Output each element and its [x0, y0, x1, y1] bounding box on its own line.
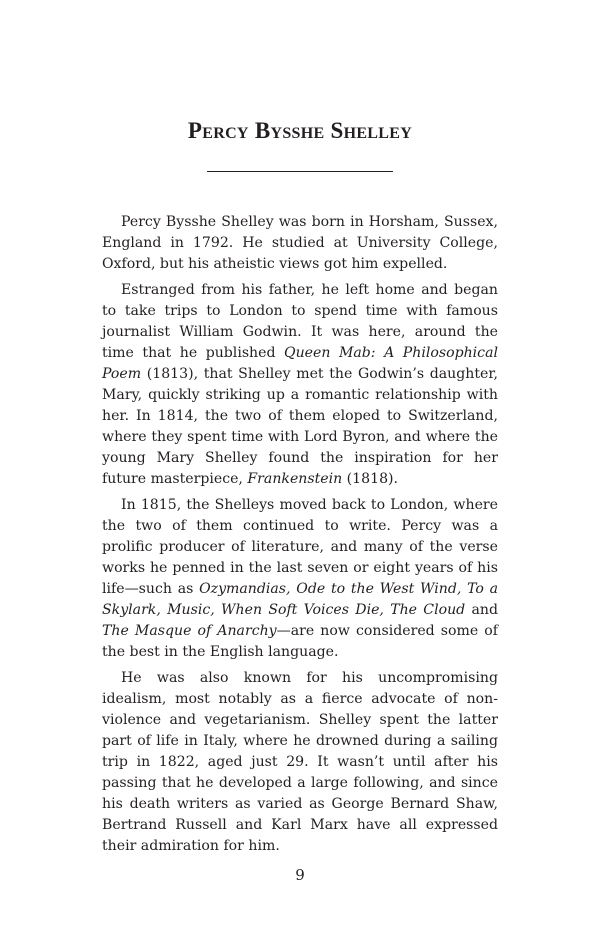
paragraph: [102, 212, 498, 275]
text-run: (1818).: [342, 471, 399, 487]
paragraph: [102, 280, 498, 490]
text-run: and: [465, 602, 498, 618]
title-divider: [207, 171, 393, 172]
italic-title-text: The Masque of Anarchy: [102, 623, 277, 639]
text-run: He was also known for his uncompromising idealism, most notably as a fierce advocate of non-violence and vegetarianism. Shelley spent the latter part of life in Italy, where he drowned during a sailing trip in 1822, aged just 29. It wasn’t until after his passing that he developed a large following, and since his death writers as varied as George Bernard Shaw, Bertrand Russell and Karl Marx have all expressed their admiration for him.: [102, 670, 498, 854]
paragraph: [102, 495, 498, 663]
text-run: Estranged from his father, he left home and began to take trips to London to spend time with famous journalist William Godwin. It was here, around the time that he published: [102, 282, 498, 361]
text-run: —are now considered some of the best in the English language.: [102, 623, 498, 660]
chapter-title: Percy Bysshe Shelley: [187, 118, 413, 143]
text-run: In 1815, the Shelleys moved back to London, where the two of them continued to write. Percy was a prolific producer of literature, and many of the verse works he penned in the last seven or eight years of his life—such as: [102, 497, 498, 597]
page-number: 9: [295, 866, 305, 884]
italic-title-text: Ozymandias, Ode to the West Wind, To a Skylark, Music, When Soft Voices Die, The Cloud: [102, 581, 499, 618]
text-run: (1813), that Shelley met the Godwin’s daughter, Mary, quickly striking up a romantic relationship with her. In 1814, the two of them eloped to Switzerland, where they spent time with Lord Byron, and where the young Mary Shelley found the inspiration for her future masterpiece,: [102, 366, 498, 487]
italic-title-text: Frankenstein: [247, 471, 343, 487]
paragraph: [102, 668, 498, 857]
text-run: Percy Bysshe Shelley was born in Horsham, Sussex, England in 1792. He studied at University College, Oxford, but his atheistic views got him expelled.: [102, 214, 498, 272]
chapter-body: [102, 212, 498, 857]
italic-title-text: Queen Mab: A Philosophical Poem: [102, 345, 498, 382]
